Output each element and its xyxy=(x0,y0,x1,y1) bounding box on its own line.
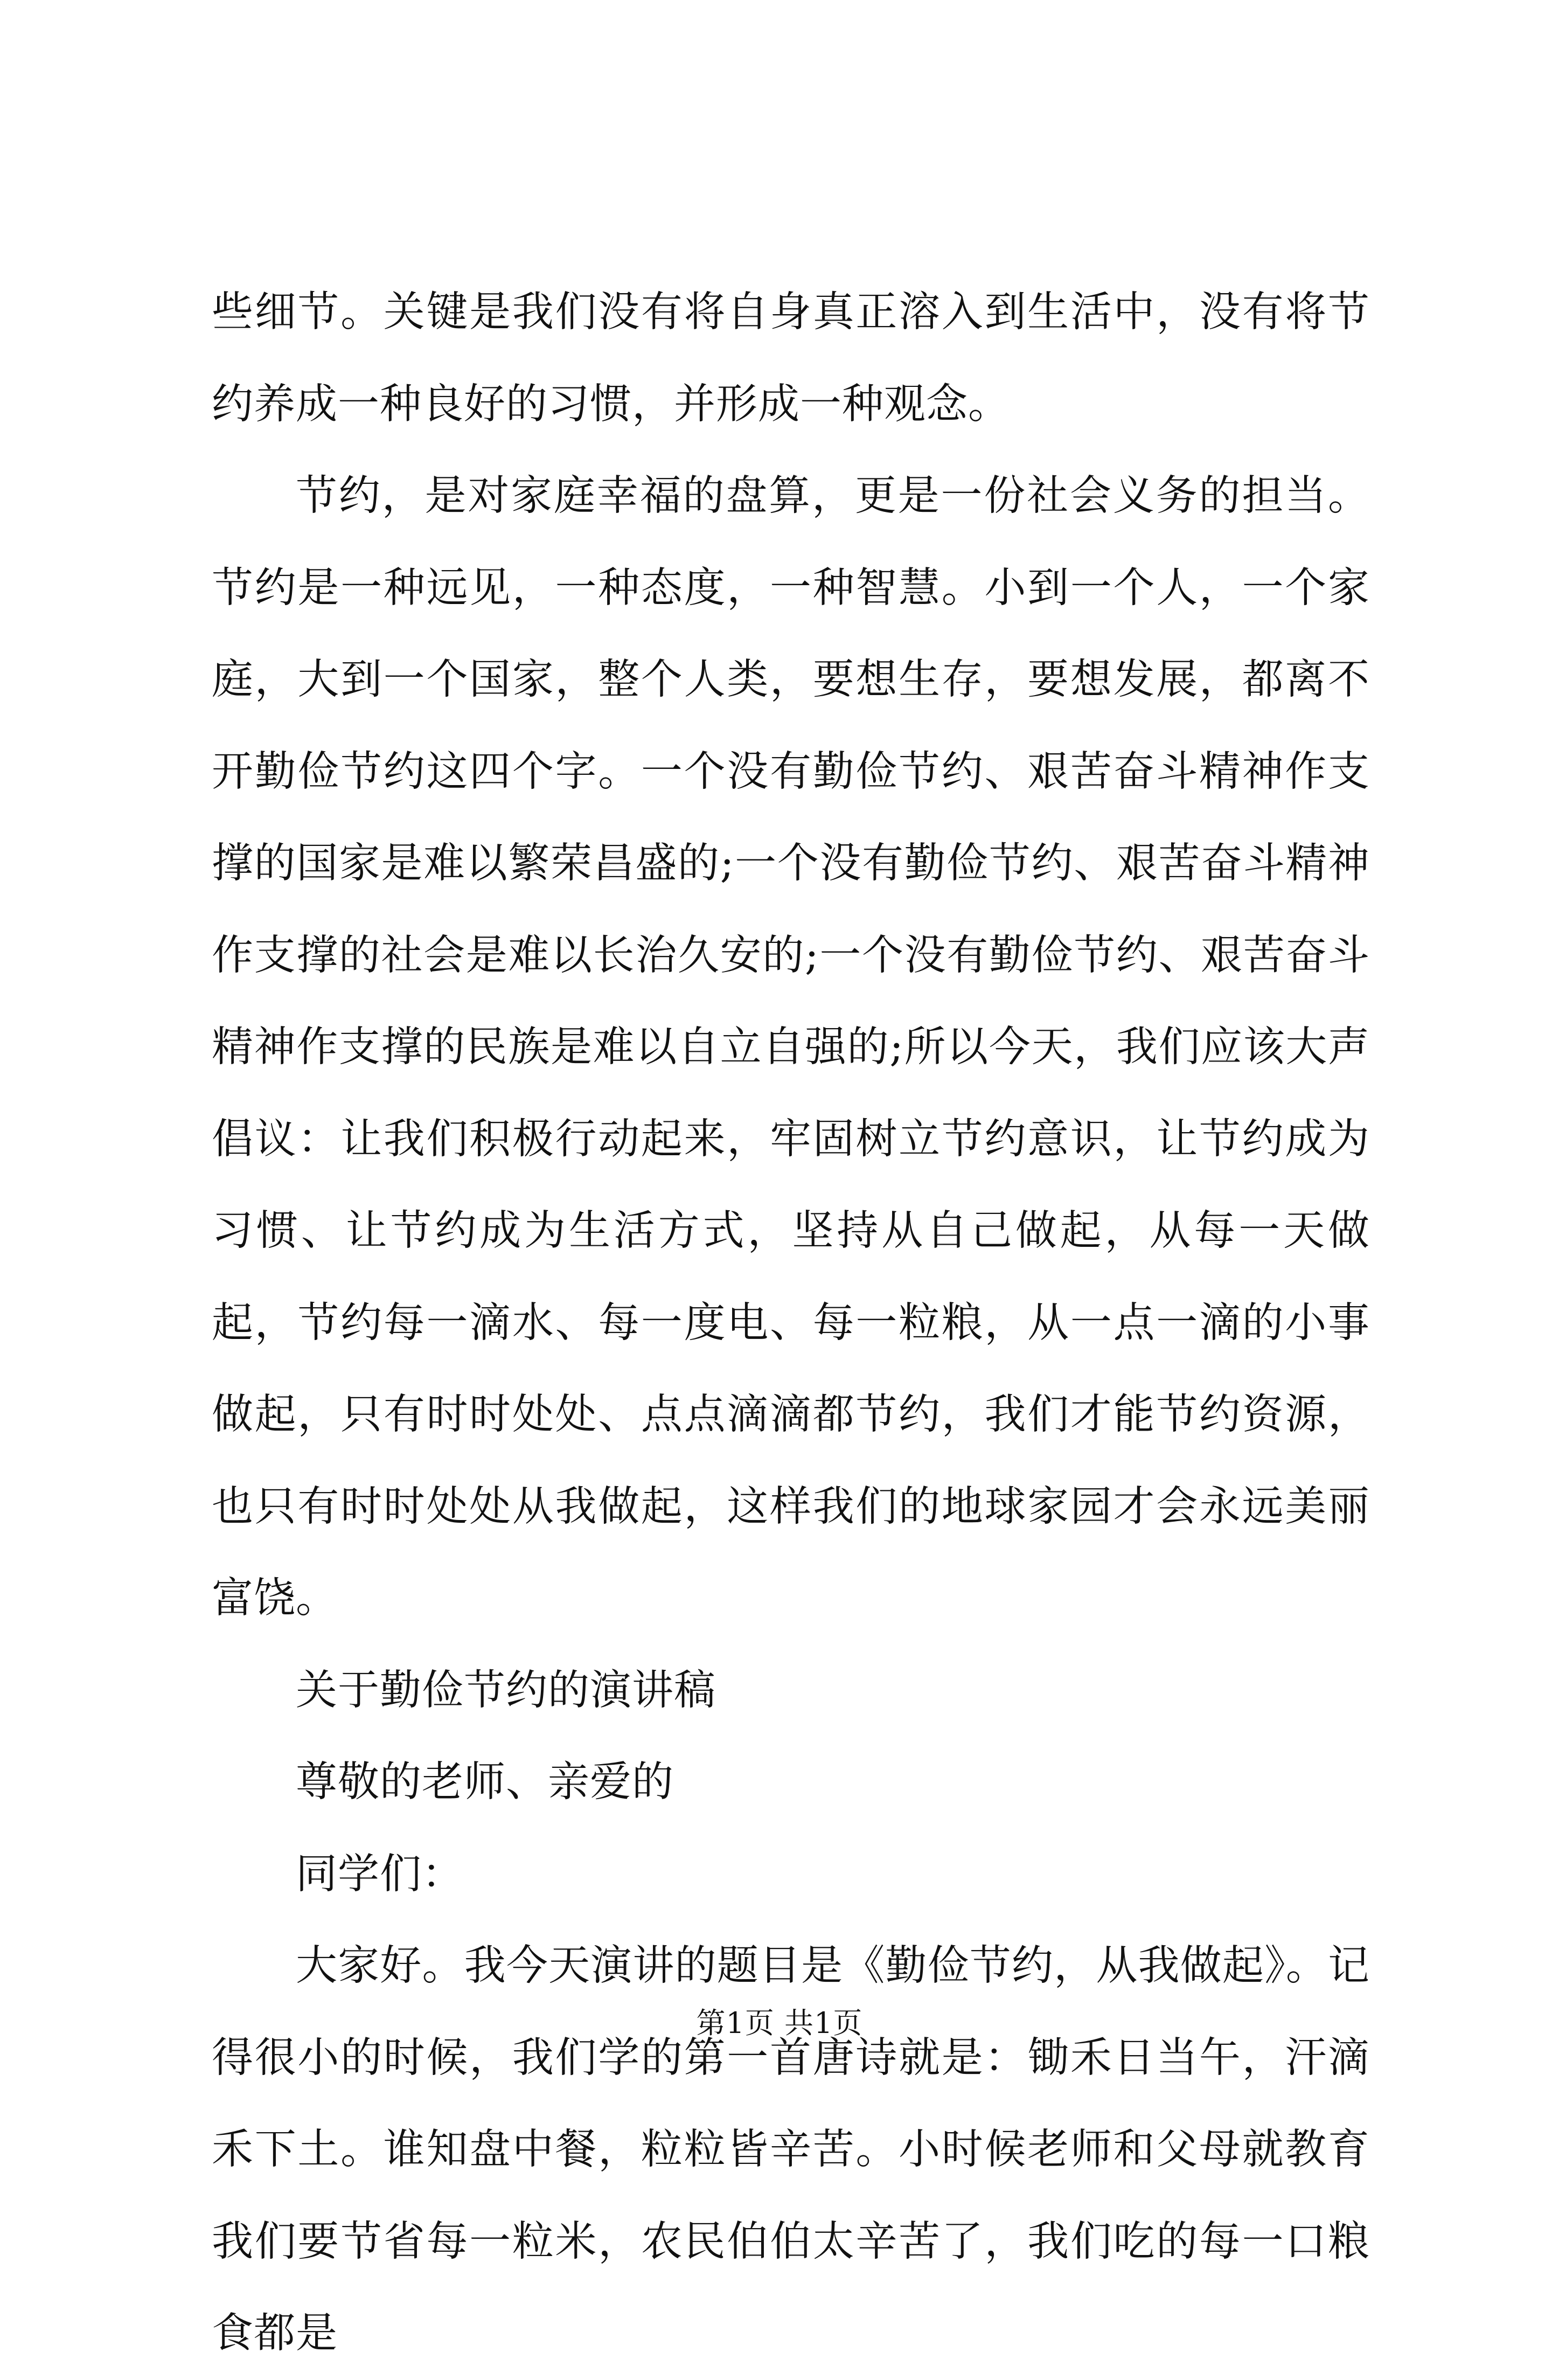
body-text xyxy=(212,267,1370,2380)
salutation-line-2: 同学们： xyxy=(296,1850,464,1898)
paragraph-thrift: 节约，是对家庭幸福的盘算，更是一份社会义务的担当。节约是一种远见，一种态度，一种智慧。小到一个人，一个家庭，大到一个国家，整个人类，要想生存，要想发展，都离不开勤俭节约这四个字。一个没有勤俭节约、艰苦奋斗精神作支撑的国家是难以繁荣昌盛的;一个没有勤俭节约、艰苦奋斗精神作支撑的社会是难以长治久安的;一个没有勤俭节约、艰苦奋斗精神作支撑的民族是难以自立自强的;所以今天，我们应该大声倡议：让我们积极行动起来，牢固树立节约意识，让节约成为习惯、让节约成为生活方式，坚持从自己做起，从每一天做起，节约每一滴水、每一度电、每一粒粮，从一点一滴的小事做起，只有时时处处、点点滴滴都节约，我们才能节约资源，也只有时时处处从我做起，这样我们的地球家园才会永远美丽富饶。 xyxy=(212,472,1370,1622)
paragraph-continuation: 些细节。关键是我们没有将自身真正溶入到生活中，没有将节约养成一种良好的习惯，并形成一种观念。 xyxy=(212,288,1370,428)
speech-title: 关于勤俭节约的演讲稿 xyxy=(296,1666,716,1715)
page-footer: 第1页 共1页 xyxy=(696,2006,863,2040)
paragraph-speech-opening: 大家好。我今天演讲的题目是《勤俭节约，从我做起》。记得很小的时候，我们学的第一首唐诗就是：锄禾日当午，汗滴禾下土。谁知盘中餐，粒粒皆辛苦。小时候老师和父母就教育我们要节省每一粒米，农民伯伯太辛苦了，我们吃的每一口粮食都是 xyxy=(212,1942,1370,2357)
salutation-line-1: 尊敬的老师、亲爱的 xyxy=(296,1758,674,1806)
